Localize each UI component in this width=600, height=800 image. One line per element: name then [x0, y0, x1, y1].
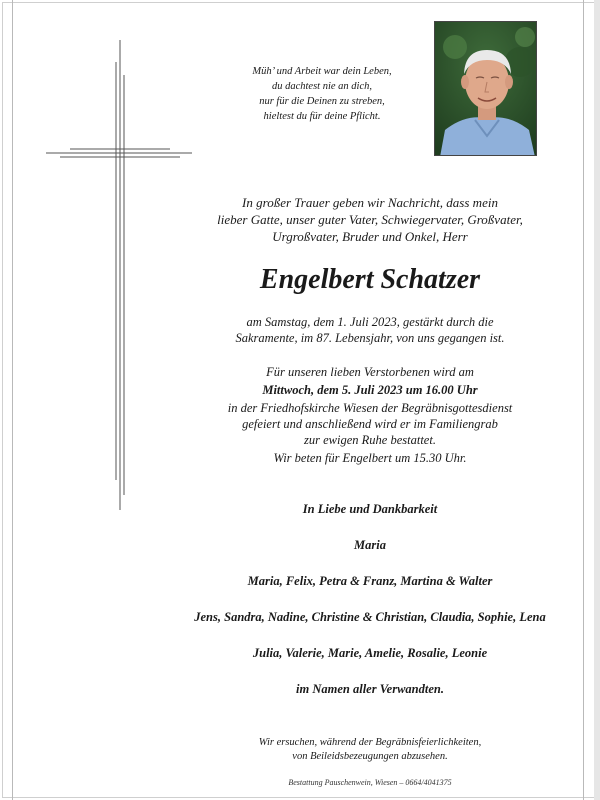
family-line: Maria, Felix, Petra & Franz, Martina & Walter — [247, 574, 493, 588]
poem-line: nur für die Deinen zu streben, — [259, 96, 385, 107]
portrait-photo — [434, 21, 537, 156]
intro-line: lieber Gatte, unser guter Vater, Schwiegervater, Großvater, — [217, 212, 523, 227]
closing-request — [190, 736, 550, 764]
deceased-name: Engelbert Schatzer — [259, 264, 481, 295]
family-line: im Namen aller Verwandten. — [296, 682, 444, 696]
intro-line: In großer Trauer geben wir Nachricht, dass mein — [242, 195, 498, 210]
death-line: am Samstag, dem 1. Juli 2023, gestärkt durch die — [246, 315, 494, 329]
funeral-date-time: Mittwoch, dem 5. Juli 2023 um 16.00 Uhr — [262, 383, 478, 397]
intro-line: Urgroßvater, Bruder und Onkel, Herr — [272, 229, 468, 244]
prayer-line: Wir beten für Engelbert um 15.30 Uhr. — [273, 451, 467, 465]
undertaker-contact: Bestattung Pauschenwein, Wiesen – 0664/4041375 — [288, 778, 452, 787]
death-notice — [190, 314, 550, 346]
family-line: Jens, Sandra, Nadine, Christine & Christian, Claudia, Sophie, Lena — [194, 610, 546, 624]
poem-line: du dachtest nie an dich, — [271, 81, 373, 92]
family-line: Julia, Valerie, Marie, Amelie, Rosalie, Leonie — [252, 646, 488, 660]
poem-line: Müh’ und Arbeit war dein Leben, — [252, 66, 392, 77]
funeral-line: zur ewigen Ruhe bestattet. — [304, 433, 436, 447]
portrait-image — [435, 22, 537, 156]
closing-line: Wir ersuchen, während der Begräbnisfeierlichkeiten, — [258, 737, 482, 748]
funeral-info — [190, 364, 550, 466]
family-line: Maria — [354, 538, 386, 552]
family-list — [150, 500, 590, 716]
funeral-line: gefeiert und anschließend wird er im Familiengrab — [242, 417, 498, 431]
family-line: In Liebe und Dankbarkeit — [302, 502, 438, 516]
intro-text — [190, 194, 550, 245]
funeral-line: in der Friedhofskirche Wiesen der Begräbnisgottesdienst — [227, 401, 513, 415]
poem — [222, 64, 422, 124]
funeral-line: Für unseren lieben Verstorbenen wird am — [266, 365, 474, 379]
closing-line: von Beileidsbezeugungen abzusehen. — [292, 751, 448, 762]
poem-line: hieltest du für deine Pflicht. — [263, 111, 381, 122]
death-line: Sakramente, im 87. Lebensjahr, von uns gegangen ist. — [235, 331, 505, 345]
